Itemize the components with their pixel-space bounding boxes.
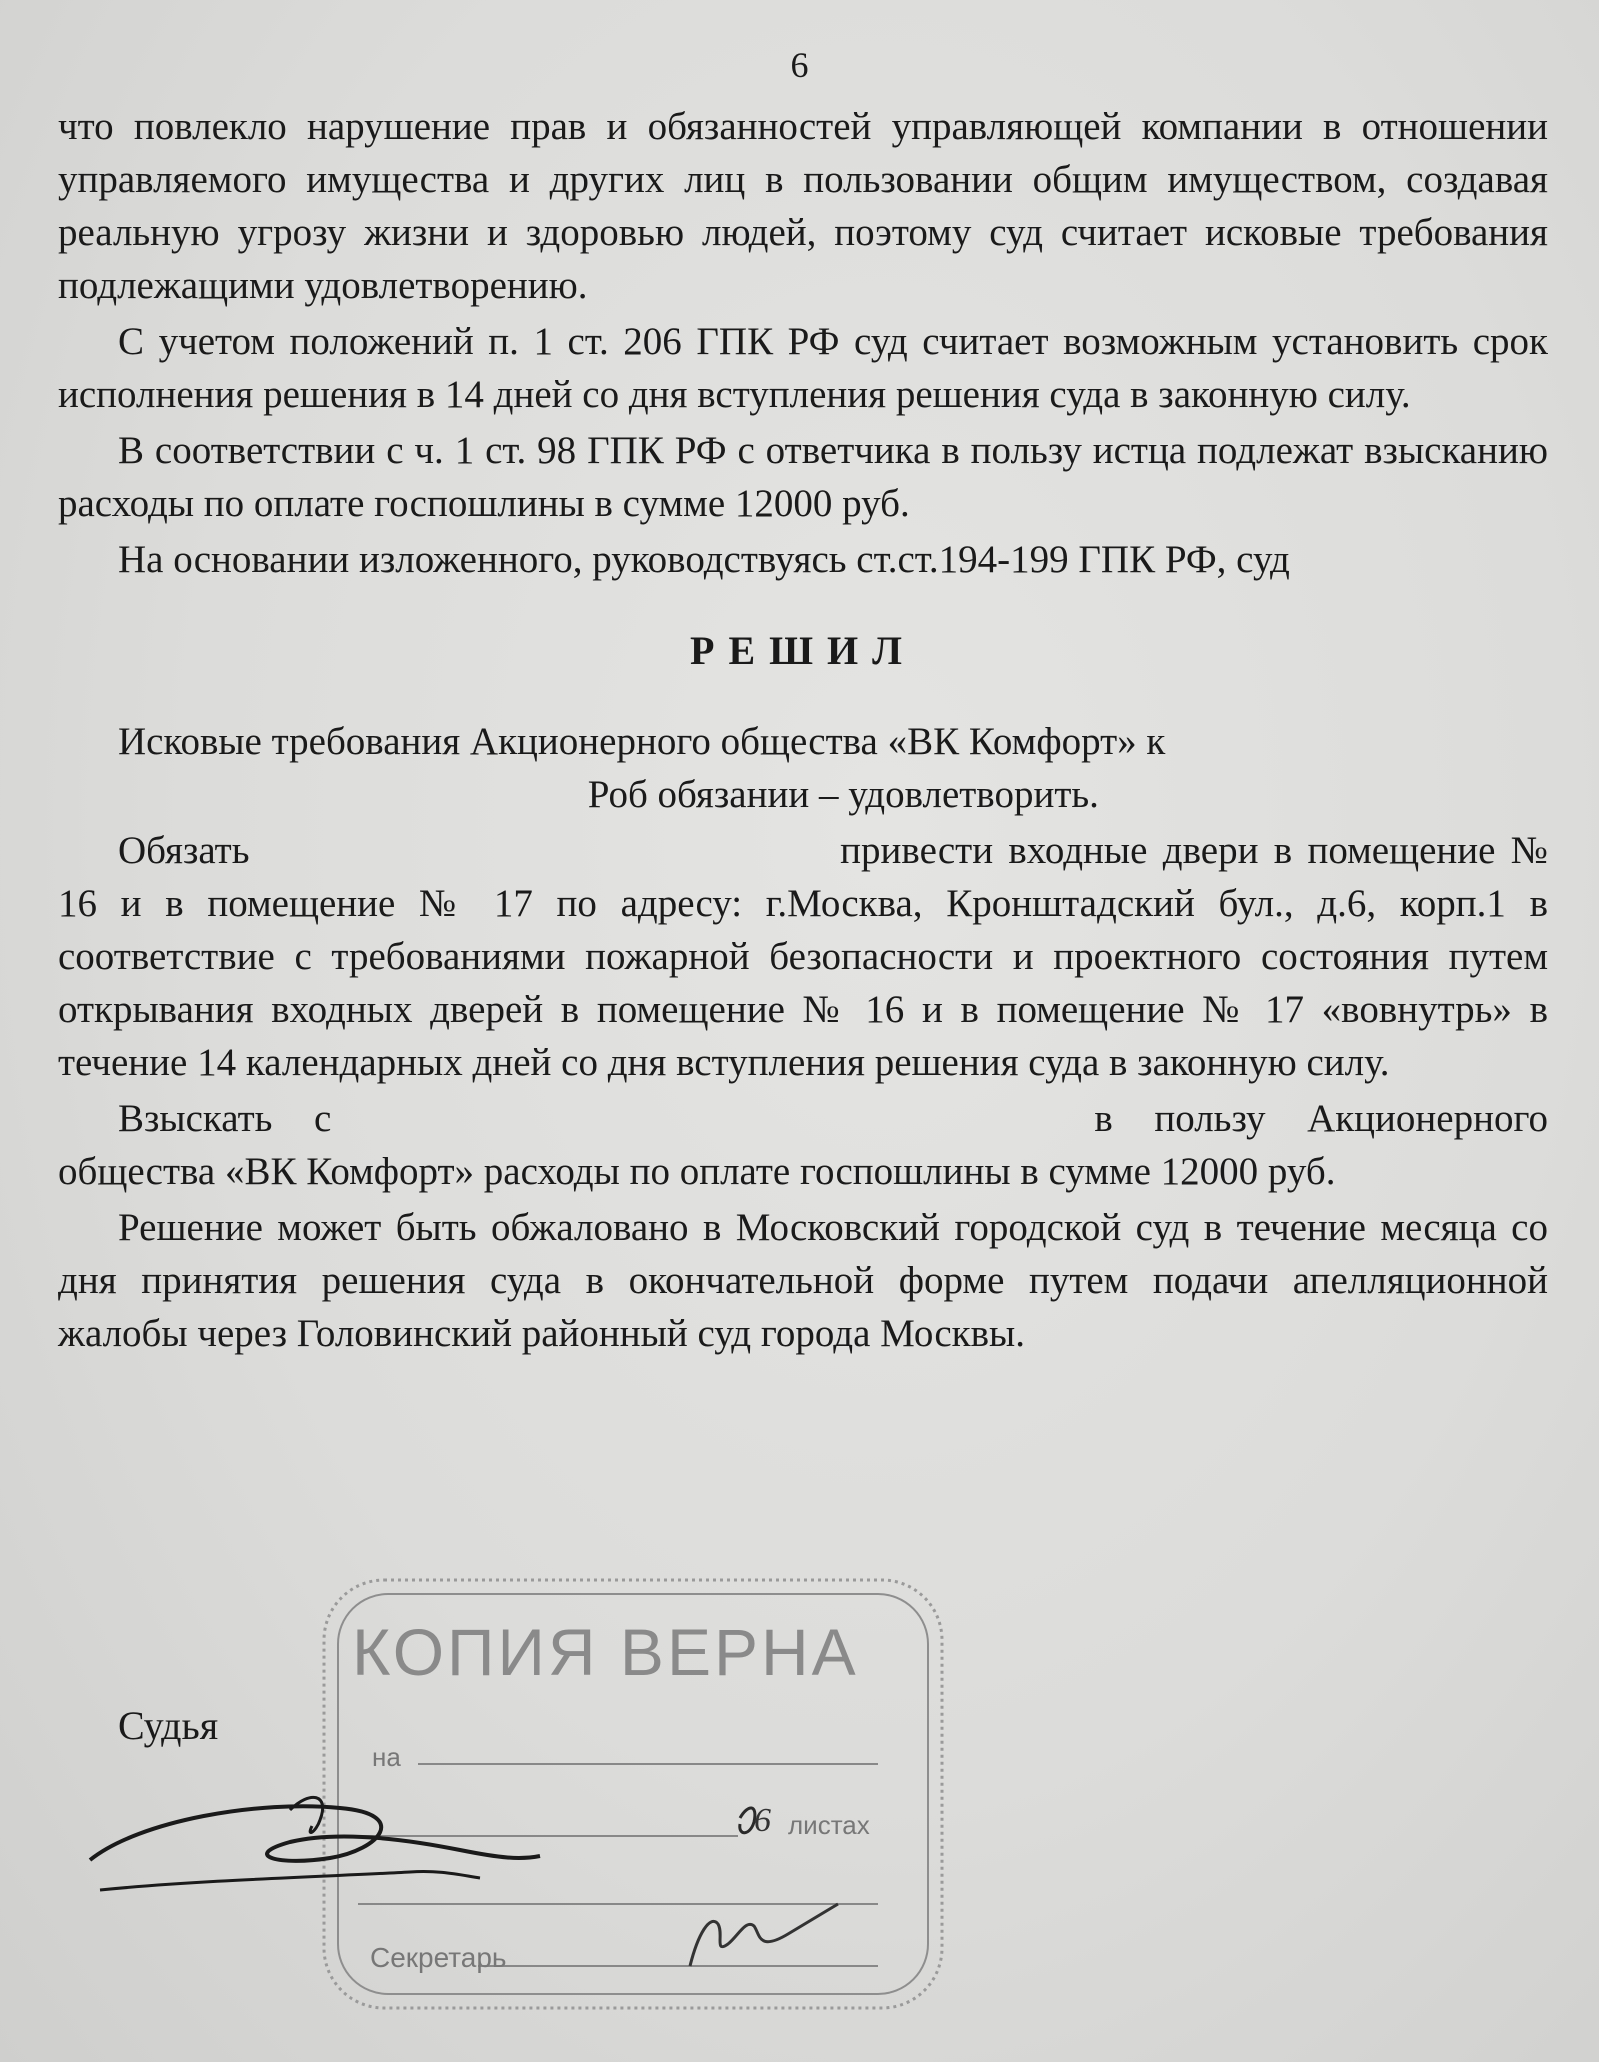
paragraph-4: На основании изложенного, руководствуясь ст.ст.194-199 ГПК РФ, суд	[118, 538, 1290, 581]
paragraph-5-end: Роб обязании – удовлетворить.	[587, 773, 1099, 816]
stamp-title: КОПИЯ ВЕРНА	[352, 1615, 859, 1689]
redacted-name	[58, 806, 578, 807]
paragraph-5	[58, 715, 1548, 821]
paragraph-5-start: Исковые требования Акционерного общества «ВК Комфорт» к	[118, 720, 1166, 763]
page-number: 6	[790, 45, 809, 85]
paragraph-7-end: в пользу Акционерного общества «ВК Комфорт» расходы по оплате госпошлины в сумме 12000 руб.	[58, 1097, 1549, 1193]
judge-signature	[80, 1780, 550, 1910]
paragraph-7-start: Взыскать с	[118, 1097, 332, 1140]
decision-heading: РЕШИЛ	[690, 628, 916, 673]
paragraph-1: что повлекло нарушение прав и обязанностей управляющей компании в отношении управляемого имущества и других лиц в пользовании общим имуществом, создавая реальную угрозу жизни и здоровью людей, поэтому суд считает исковые требования подлежащими удовлетворению.	[58, 105, 1548, 307]
paragraph-7	[58, 1092, 1548, 1198]
stamp-sheets-count: 6	[754, 1802, 771, 1839]
paragraph-6-end: привести входные двери в помещение № 16 и в помещение № 17 по адресу: г.Москва, Кронштадский бул., д.6, корп.1 в соответствие с требованиями пожарной безопасности и проектного состояния путем открывания входных дверей в помещение № 16 и в помещение № 17 «вовнутрь» в течение 14 календарных дней со дня вступления решения суда в законную силу.	[58, 829, 1549, 1084]
redacted-name	[373, 1130, 1053, 1131]
paragraph-2: С учетом положений п. 1 ст. 206 ГПК РФ суд считает возможным установить срок исполнения решения в 14 дней со дня вступления решения суда в законную силу.	[58, 320, 1548, 416]
paragraph-8: Решение может быть обжаловано в Московский городской суд в течение месяца со дня принятия решения суда в окончательной форме путем подачи апелляционной жалобы через Головинский районный суд города Москвы.	[58, 1206, 1548, 1355]
paragraph-6	[58, 824, 1548, 1089]
paragraph-6-start: Обязать	[118, 829, 250, 872]
document-body	[58, 100, 1548, 1363]
stamp-on-label: на	[372, 1742, 401, 1772]
stamp-secretary-label: Секретарь	[370, 1942, 507, 1973]
stamp-sheets-label: листах	[788, 1810, 870, 1840]
judge-label: Судья	[118, 1703, 219, 1748]
paragraph-3: В соответствии с ч. 1 ст. 98 ГПК РФ с ответчика в пользу истца подлежат взысканию расходы по оплате госпошлины в сумме 12000 руб.	[58, 429, 1548, 525]
redacted-name	[265, 862, 825, 863]
